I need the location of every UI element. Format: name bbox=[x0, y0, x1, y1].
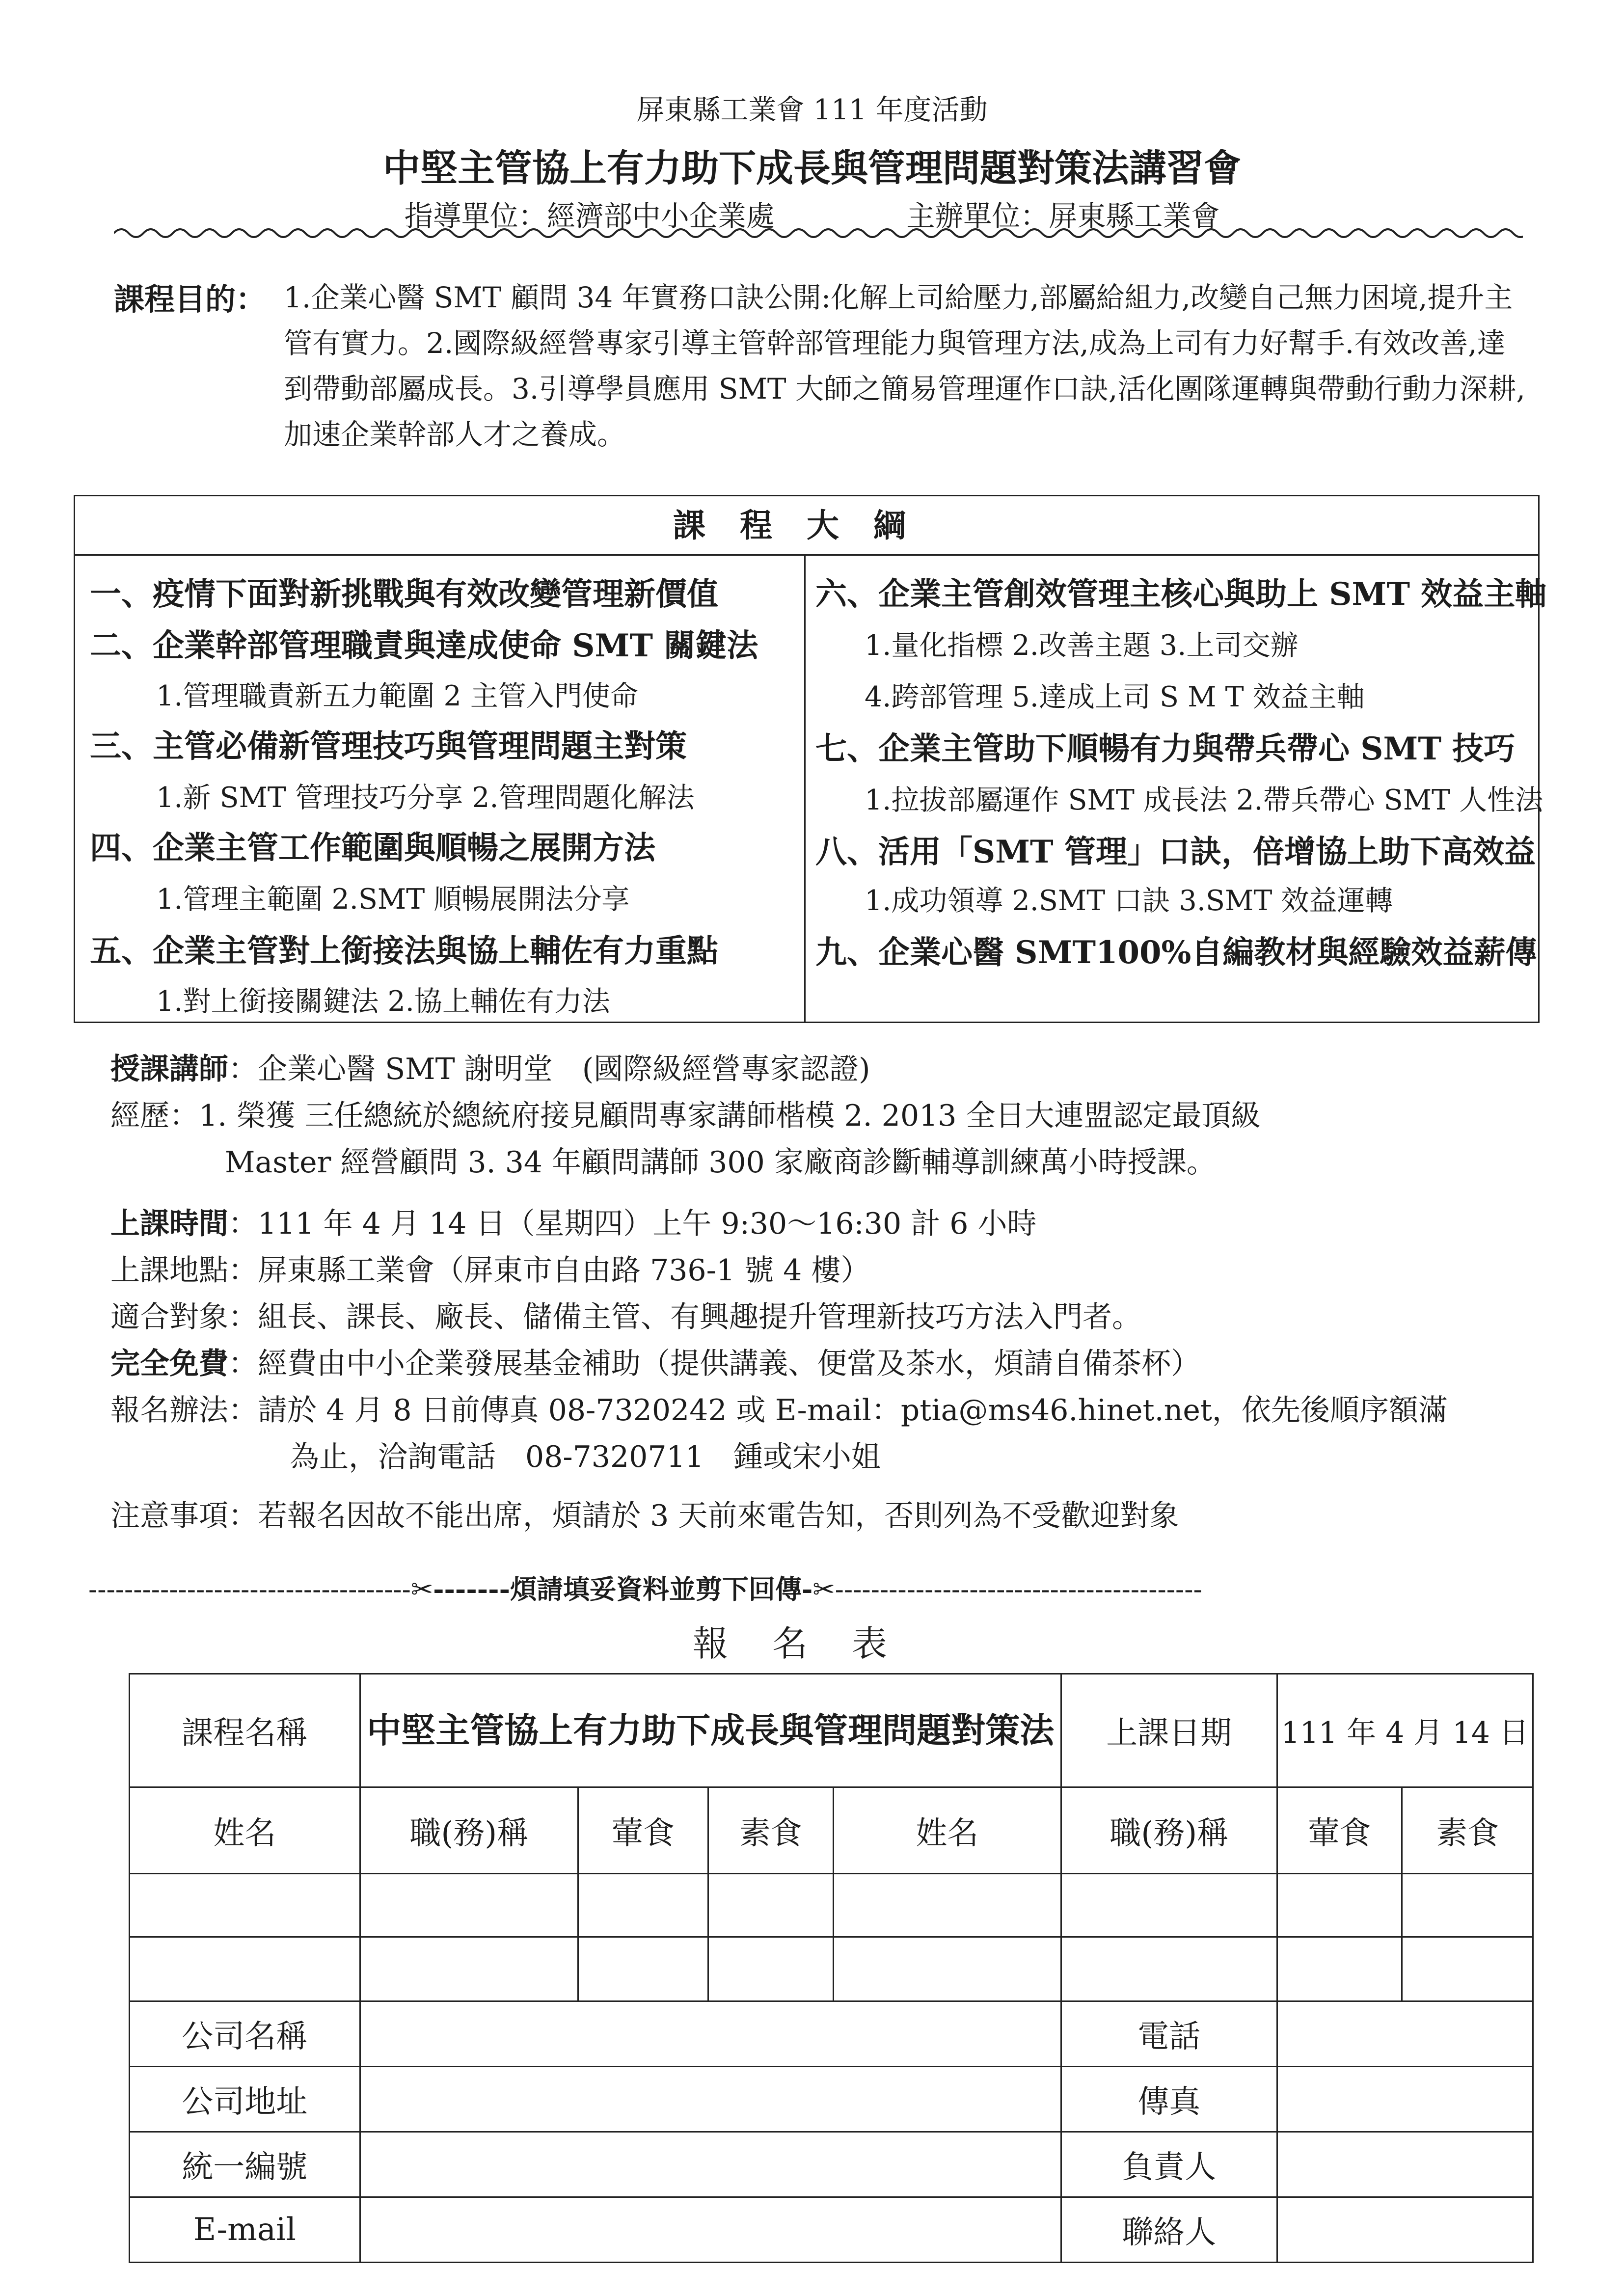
experience-line-1: 經歷：1. 榮獲 三任總統於總統府接見顧問專家講師楷模 2. 2013 全日大連盟認定最頂級 bbox=[110, 1099, 1261, 1133]
attendee-meat-field[interactable] bbox=[1277, 1937, 1402, 2001]
notes-line: 注意事項：若報名因故不能出席，煩請於 3 天前來電告知，否則列為不受歡迎對象 bbox=[110, 1499, 1179, 1533]
outline-main-item: 七、企業主管助下順暢有力與帶兵帶心 SMT 技巧 bbox=[815, 730, 1516, 767]
outline-sub-item: 1.成功領導 2.SMT 口訣 3.SMT 效益運轉 bbox=[865, 885, 1393, 917]
course-name-value: 中堅主管協上有力助下成長與管理問題對策法 bbox=[360, 1674, 1061, 1787]
place-line: 上課地點：屏東縣工業會（屏東市自由路 736-1 號 4 樓） bbox=[110, 1253, 870, 1288]
attendee-name-field[interactable] bbox=[833, 1937, 1061, 2001]
outline-main-item: 六、企業主管創效管理主核心與助上 SMT 效益主軸 bbox=[815, 576, 1547, 613]
fax-label: 傳真 bbox=[1061, 2067, 1277, 2132]
signup-line-1: 報名辦法：請於 4 月 8 日前傳真 08-7320242 或 E-mail：ptia@ms46.hinet.net，依先後順序額滿 bbox=[110, 1393, 1448, 1428]
host-unit: 主辦單位：屏東縣工業會 bbox=[906, 199, 1220, 233]
guide-unit: 指導單位：經濟部中小企業處 bbox=[404, 199, 775, 233]
cut-line bbox=[88, 1568, 1517, 1606]
header-meat-1: 葷食 bbox=[578, 1787, 708, 1874]
course-name-label: 課程名稱 bbox=[130, 1674, 360, 1787]
outline-main-item: 四、企業主管工作範圍與順暢之展開方法 bbox=[90, 830, 655, 866]
course-outline-box bbox=[74, 495, 1547, 1023]
contact-field[interactable] bbox=[1277, 2197, 1533, 2263]
free-line bbox=[110, 1340, 1200, 1382]
header-name-1: 姓名 bbox=[130, 1787, 360, 1874]
attendee-name-field[interactable] bbox=[130, 1937, 360, 2001]
outline-sub-item: 4.跨部管理 5.達成上司 S M T 效益主軸 bbox=[865, 681, 1365, 713]
cut-dashes-left: ------------------------------------ bbox=[88, 1574, 411, 1605]
lecturer-value: ：企業心醫 SMT 謝明堂 (國際級經營專家認證) bbox=[228, 1052, 870, 1086]
purpose-text: 1.企業心醫 SMT 顧問 34 年實務口訣公開:化解上司給壓力,部屬給組力,改變自己無力困境,提升主管有實力。2.國際級經營專家引導主管幹部管理能力與管理方法,成為上司有力好幫手.有效改善,達到帶動部屬成長。3.引導學員應用 SMT 大師之簡易管理運作口訣,活化團隊運轉與帶動行動力深耕,加速企業幹部人才之養成。 bbox=[284, 281, 1525, 451]
phone-field[interactable] bbox=[1277, 2001, 1533, 2067]
company-address-label: 公司地址 bbox=[130, 2067, 360, 2132]
header-veg-1: 素食 bbox=[708, 1787, 833, 1874]
attendee-veg-field[interactable] bbox=[708, 1937, 833, 2001]
outline-sub-item: 1.拉拔部屬運作 SMT 成長法 2.帶兵帶心 SMT 人性法 bbox=[865, 784, 1543, 816]
outline-main-item: 九、企業心醫 SMT100%自編教材與經驗效益薪傳 bbox=[815, 934, 1537, 971]
tax-id-field[interactable] bbox=[360, 2132, 1061, 2197]
owner-label: 負責人 bbox=[1061, 2132, 1277, 2197]
attendee-title-field[interactable] bbox=[1061, 1937, 1277, 2001]
company-name-label: 公司名稱 bbox=[130, 2001, 360, 2067]
email-label: E-mail bbox=[130, 2197, 360, 2263]
header-meat-2: 葷食 bbox=[1277, 1787, 1402, 1874]
attendee-row bbox=[130, 1874, 1533, 1937]
email-field[interactable] bbox=[360, 2197, 1061, 2263]
outline-main-item: 一、疫情下面對新挑戰與有效改變管理新價值 bbox=[90, 576, 718, 613]
experience-line-2: Master 經營顧問 3. 34 年顧問講師 300 家廠商診斷輔導訓練萬小時授課。 bbox=[225, 1145, 1216, 1180]
course-date-value: 111 年 4 月 14 日 bbox=[1277, 1674, 1533, 1787]
outline-main-item: 三、主管必備新管理技巧與管理問題主對策 bbox=[90, 728, 687, 765]
lecturer-label: 授課講師 bbox=[110, 1052, 228, 1086]
outline-sub-item: 1.對上銜接關鍵法 2.協上輔佐有力法 bbox=[156, 985, 610, 1018]
header-title-2: 職(務)稱 bbox=[1061, 1787, 1277, 1874]
outline-sub-item: 1.管理職責新五力範圍 2 主管入門使命 bbox=[156, 680, 638, 712]
outline-sub-item: 1.新 SMT 管理技巧分享 2.管理問題化解法 bbox=[156, 782, 695, 814]
attendee-name-field[interactable] bbox=[833, 1874, 1061, 1937]
attendee-name-field[interactable] bbox=[130, 1874, 360, 1937]
contact-label: 聯絡人 bbox=[1061, 2197, 1277, 2263]
target-line: 適合對象：組長、課長、廠長、儲備主管、有興趣提升管理新技巧方法入門者。 bbox=[110, 1300, 1141, 1334]
course-date-label: 上課日期 bbox=[1061, 1674, 1277, 1787]
attendee-veg-field[interactable] bbox=[1402, 1937, 1533, 2001]
attendee-veg-field[interactable] bbox=[708, 1874, 833, 1937]
attendee-row bbox=[130, 1937, 1533, 2001]
company-address-field[interactable] bbox=[360, 2067, 1061, 2132]
time-line bbox=[110, 1200, 1037, 1243]
outline-main-item: 八、活用「SMT 管理」口訣，倍增協上助下高效益 bbox=[815, 834, 1536, 870]
registration-form bbox=[129, 1673, 1534, 2263]
attendee-title-field[interactable] bbox=[1061, 1874, 1277, 1937]
phone-label: 電話 bbox=[1061, 2001, 1277, 2067]
attendee-title-field[interactable] bbox=[360, 1937, 578, 2001]
event-title: 中堅主管協上有力助下成長與管理問題對策法講習會 bbox=[383, 146, 1241, 190]
company-name-field[interactable] bbox=[360, 2001, 1061, 2067]
signup-line-2: 為止，洽詢電話 08-7320711 鍾或宋小姐 bbox=[290, 1440, 881, 1474]
free-label: 完全免費 bbox=[110, 1347, 228, 1381]
attendee-meat-field[interactable] bbox=[578, 1874, 708, 1937]
fax-field[interactable] bbox=[1277, 2067, 1533, 2132]
outline-main-item: 二、企業幹部管理職責與達成使命 SMT 關鍵法 bbox=[90, 627, 758, 664]
cut-dashes-right: ----------------------------------------- bbox=[835, 1574, 1202, 1605]
attendee-veg-field[interactable] bbox=[1402, 1874, 1533, 1937]
scissors-icon: ✂ bbox=[812, 1574, 835, 1605]
lecturer-line bbox=[110, 1046, 870, 1088]
time-value: ：111 年 4 月 14 日（星期四）上午 9:30～16:30 計 6 小時 bbox=[228, 1207, 1037, 1241]
scissors-icon: ✂ bbox=[410, 1574, 433, 1605]
registration-form-title: 報名表 bbox=[692, 1623, 931, 1664]
free-value: ：經費由中小企業發展基金補助（提供講義、便當及茶水，煩請自備茶杯） bbox=[228, 1347, 1200, 1381]
attendee-meat-field[interactable] bbox=[1277, 1874, 1402, 1937]
outline-sub-item: 1.管理主範圍 2.SMT 順暢展開法分享 bbox=[156, 883, 630, 916]
tax-id-label: 統一編號 bbox=[130, 2132, 360, 2197]
cut-instruction: -------煩請填妥資料並剪下回傳- bbox=[433, 1573, 813, 1605]
course-outline-heading: 課程大綱 bbox=[75, 496, 1538, 556]
purpose-label: 課程目的： bbox=[114, 281, 267, 317]
header-veg-2: 素食 bbox=[1402, 1787, 1533, 1874]
owner-field[interactable] bbox=[1277, 2132, 1533, 2197]
attendee-title-field[interactable] bbox=[360, 1874, 578, 1937]
outline-sub-item: 1.量化指標 2.改善主題 3.上司交辦 bbox=[865, 629, 1299, 662]
outline-main-item: 五、企業主管對上銜接法與協上輔佐有力重點 bbox=[90, 933, 718, 970]
attendee-meat-field[interactable] bbox=[578, 1937, 708, 2001]
event-organizer-line: 屏東縣工業會 111 年度活動 bbox=[636, 94, 988, 126]
wavy-divider bbox=[114, 223, 1523, 243]
time-label: 上課時間 bbox=[110, 1207, 228, 1241]
outline-column-divider bbox=[804, 554, 806, 1022]
header-title-1: 職(務)稱 bbox=[360, 1787, 578, 1874]
header-name-2: 姓名 bbox=[833, 1787, 1061, 1874]
